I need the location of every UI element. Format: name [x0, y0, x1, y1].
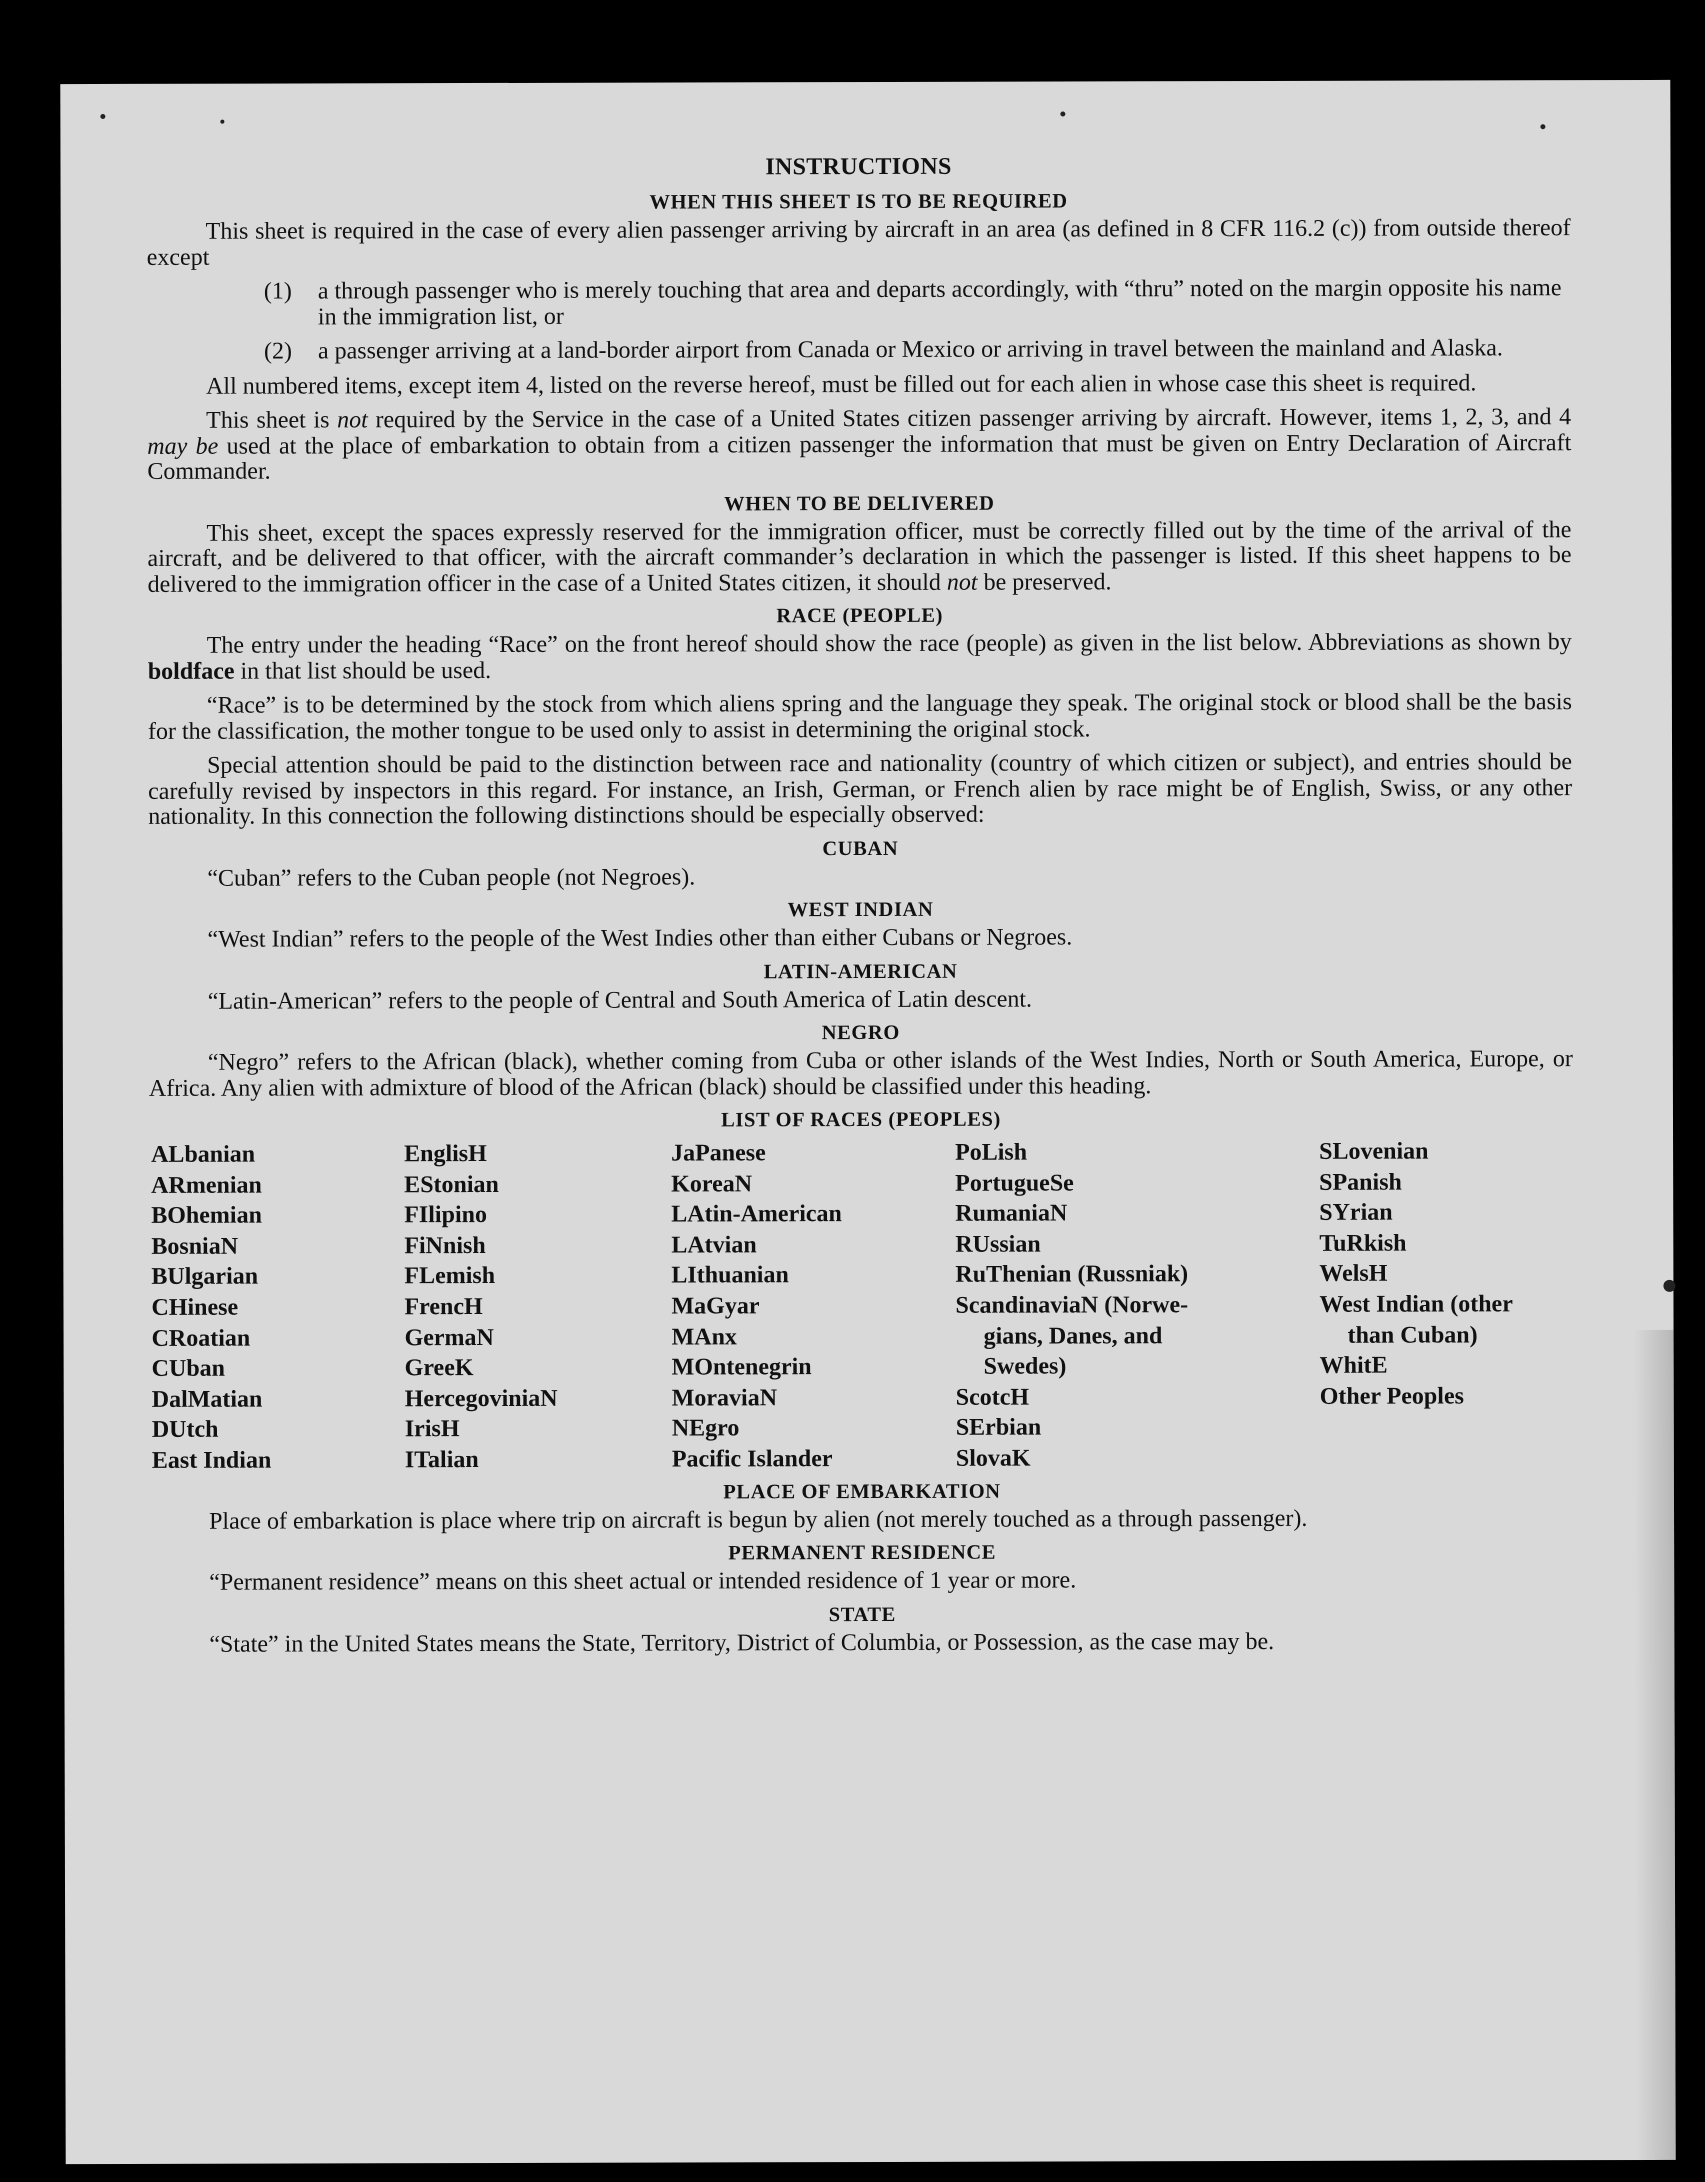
heading-list-of-races: LIST OF RACES (PEOPLES): [721, 1108, 1001, 1132]
negro-paragraph: “Negro” refers to the African (black), whether coming from Cuba or other islands of the West Indies, North or South America, Europe, or Africa. Any alien with admixture of blood of the African (black) should be classified under this heading.: [148, 1046, 1573, 1102]
text-run: be preserved.: [977, 568, 1112, 596]
numbered-items-paragraph: All numbered items, except item 4, listed on the reverse hereof, must be filled out for each alien in whose case this sheet is required.: [206, 369, 1477, 400]
when-delivered-paragraph: [147, 518, 1571, 598]
race-entry: PortugueSe: [955, 1170, 1074, 1197]
race-entry: SLovenian: [1319, 1138, 1429, 1165]
heading-state: STATE: [828, 1603, 896, 1626]
heading-cuban: CUBAN: [822, 837, 899, 860]
race-entry: ARmenian: [151, 1172, 262, 1199]
race-entry-continuation: than Cuban): [1347, 1321, 1478, 1349]
race-entry: Other Peoples: [1319, 1383, 1464, 1410]
race-entry: TuRkish: [1319, 1230, 1407, 1257]
race-entry: RUssian: [955, 1231, 1041, 1258]
race-entry: BUlgarian: [151, 1263, 259, 1291]
scan-speck: [1540, 124, 1545, 129]
race-entry: MAnx: [671, 1323, 737, 1351]
race-entry: BosniaN: [151, 1233, 239, 1260]
heading-embarkation: PLACE OF EMBARKATION: [723, 1480, 1001, 1503]
race-entry: PoLish: [955, 1139, 1028, 1166]
emphasis-not: not: [946, 569, 978, 596]
residence-paragraph: “Permanent residence” means on this sheet actual or intended residence of 1 year or more.: [209, 1567, 1077, 1596]
text-run: This sheet is: [206, 407, 338, 434]
text-run: in that list should be used.: [234, 657, 492, 685]
race-column-1: [151, 1139, 405, 1476]
race-entry: ScandinaviaN (Norwe-: [955, 1292, 1189, 1319]
race-entry: West Indian (other: [1319, 1291, 1513, 1318]
race-entry: EStonian: [404, 1171, 499, 1198]
race-entry: CUban: [151, 1355, 226, 1383]
emphasis-not: not: [337, 407, 368, 434]
race-entry: ITalian: [404, 1446, 479, 1474]
race-entry: WhitE: [1319, 1352, 1388, 1379]
race-entry: ScotcH: [955, 1384, 1030, 1411]
race-entry: EnglisH: [404, 1140, 487, 1168]
latin-american-paragraph: “Latin-American” refers to the people of Central and South America of Latin descent.: [207, 986, 1033, 1015]
race-entry: LIthuanian: [671, 1262, 789, 1289]
race-list: [151, 1136, 1574, 1476]
item-number: (2): [263, 338, 292, 365]
race-entry: SYrian: [1319, 1199, 1393, 1227]
west-indian-paragraph: “West Indian” refers to the people of the West Indies other than either Cubans or Negroes.: [207, 924, 1073, 953]
race-entry: WelsH: [1319, 1261, 1388, 1288]
race-entry: FIlipino: [404, 1202, 487, 1229]
exception-item-1: [147, 276, 1571, 331]
race-paragraph-1: [148, 630, 1572, 685]
race-entry: MaGyar: [671, 1293, 760, 1320]
heading-west-indian: WEST INDIAN: [787, 898, 934, 922]
embarkation-paragraph: Place of embarkation is place where trip on aircraft is begun by alien (not merely touched as a through passenger).: [209, 1505, 1308, 1535]
race-entry: East Indian: [151, 1447, 272, 1474]
race-entry: DUtch: [151, 1417, 219, 1444]
exception-item-2: [147, 336, 1571, 365]
race-column-2: [404, 1139, 672, 1476]
race-paragraph-2: “Race” is to be determined by the stock from which aliens spring and the language they speak. The original stock or blood shall be the basis for the classification, the mother tongue to be used only to assist in determining the original stock.: [147, 689, 1572, 745]
race-entry: DalMatian: [151, 1386, 263, 1413]
race-column-5: [1319, 1136, 1580, 1473]
race-entry-continuation: gians, Danes, and: [983, 1322, 1163, 1350]
race-entry: RuThenian (Russniak): [955, 1261, 1189, 1289]
race-entry: MOntenegrin: [671, 1354, 812, 1381]
when-required-intro: This sheet is required in the case of every alien passenger arriving by aircraft in an area (as defined in 8 CFR 116.2 (c)) from outside thereof except: [146, 215, 1571, 271]
race-entry: GreeK: [404, 1355, 474, 1382]
race-entry: ALbanian: [151, 1141, 256, 1168]
race-entry: HercegoviniaN: [404, 1385, 558, 1412]
item-text: a through passenger who is merely touching that area and departs accordingly, with “thru” noted on the margin opposite his name in the immigration list, or: [317, 275, 1562, 330]
scan-speck: [1060, 111, 1065, 116]
race-paragraph-3: Special attention should be paid to the distinction between race and nationality (country of which citizen or subject), and entries should be carefully revised by inspectors in this regard. For instance, an Irish, German, or French alien by race might be of English, Swiss, or any other nationality. In this connection the following distinctions should be especially observed:: [148, 749, 1573, 830]
race-entry: BOhemian: [151, 1202, 262, 1230]
race-entry: NEgro: [671, 1415, 740, 1442]
text-run: used at the place of embarkation to obtain from a citizen passenger the information that must be given on Entry Declaration of Aircraft Commander.: [147, 429, 1572, 485]
citizen-paragraph: [147, 405, 1571, 485]
race-entry: KoreaN: [671, 1170, 753, 1198]
race-entry: FLemish: [404, 1263, 496, 1290]
heading-negro: NEGRO: [821, 1021, 900, 1045]
race-column-3: [671, 1138, 956, 1475]
race-entry: GermaN: [404, 1324, 494, 1351]
cuban-paragraph: “Cuban” refers to the Cuban people (not Negroes).: [207, 863, 696, 892]
text-run: The entry under the heading “Race” on the front hereof should show the race (people) as given in the list below. Abbreviations as shown by: [206, 629, 1572, 659]
scan-speck: [100, 114, 105, 119]
heading-latin-american: LATIN-AMERICAN: [763, 960, 958, 983]
item-text: a passenger arriving at a land-border airport from Canada or Mexico or arriving in travel between the mainland and Alaska.: [317, 335, 1503, 365]
emphasis-may-be: may be: [147, 433, 219, 460]
race-entry-continuation: Swedes): [983, 1353, 1067, 1380]
race-entry: Pacific Islander: [671, 1446, 833, 1473]
race-entry: IrisH: [404, 1416, 460, 1443]
race-entry: SPanish: [1319, 1169, 1402, 1196]
heading-when-delivered: WHEN TO BE DELIVERED: [724, 492, 995, 515]
page-title: INSTRUCTIONS: [765, 153, 952, 181]
scan-speck: [220, 120, 224, 124]
race-entry: LAtvian: [671, 1232, 757, 1259]
race-entry: FrencH: [404, 1293, 483, 1321]
text-run: This sheet, except the spaces expressly reserved for the immigration officer, must be correctly filled out by the time of the arrival of the aircraft, and be delivered to that officer, with the aircraft commander’s declaration in which the passenger is listed. If this sheet happens to be delivered to the immigration officer in the case of a United States citizen, it should: [147, 516, 1572, 598]
race-entry: JaPanese: [671, 1140, 766, 1167]
text-run: required by the Service in the case of a United States citizen passenger arriving by aircraft. However, items 1, 2, 3, and 4: [367, 404, 1572, 434]
race-entry: FiNnish: [404, 1232, 486, 1259]
race-column-4: [955, 1137, 1320, 1474]
scan-speck: [1663, 1280, 1675, 1292]
race-entry: CRoatian: [151, 1325, 251, 1352]
race-entry: LAtin-American: [671, 1201, 842, 1228]
heading-race: RACE (PEOPLE): [776, 604, 944, 628]
heading-residence: PERMANENT RESIDENCE: [728, 1541, 997, 1565]
instruction-sheet: [60, 80, 1675, 2164]
race-entry: SErbian: [955, 1414, 1042, 1442]
state-paragraph: “State” in the United States means the State, Territory, District of Columbia, or Possession, as the case may be.: [209, 1628, 1275, 1658]
item-number: (1): [263, 278, 292, 305]
race-entry: RumaniaN: [955, 1200, 1068, 1227]
race-entry: CHinese: [151, 1294, 239, 1321]
race-entry: SlovaK: [955, 1445, 1031, 1472]
bold-boldface: boldface: [147, 658, 235, 685]
race-entry: MoraviaN: [671, 1384, 778, 1412]
heading-when-required: WHEN THIS SHEET IS TO BE REQUIRED: [649, 190, 1068, 214]
